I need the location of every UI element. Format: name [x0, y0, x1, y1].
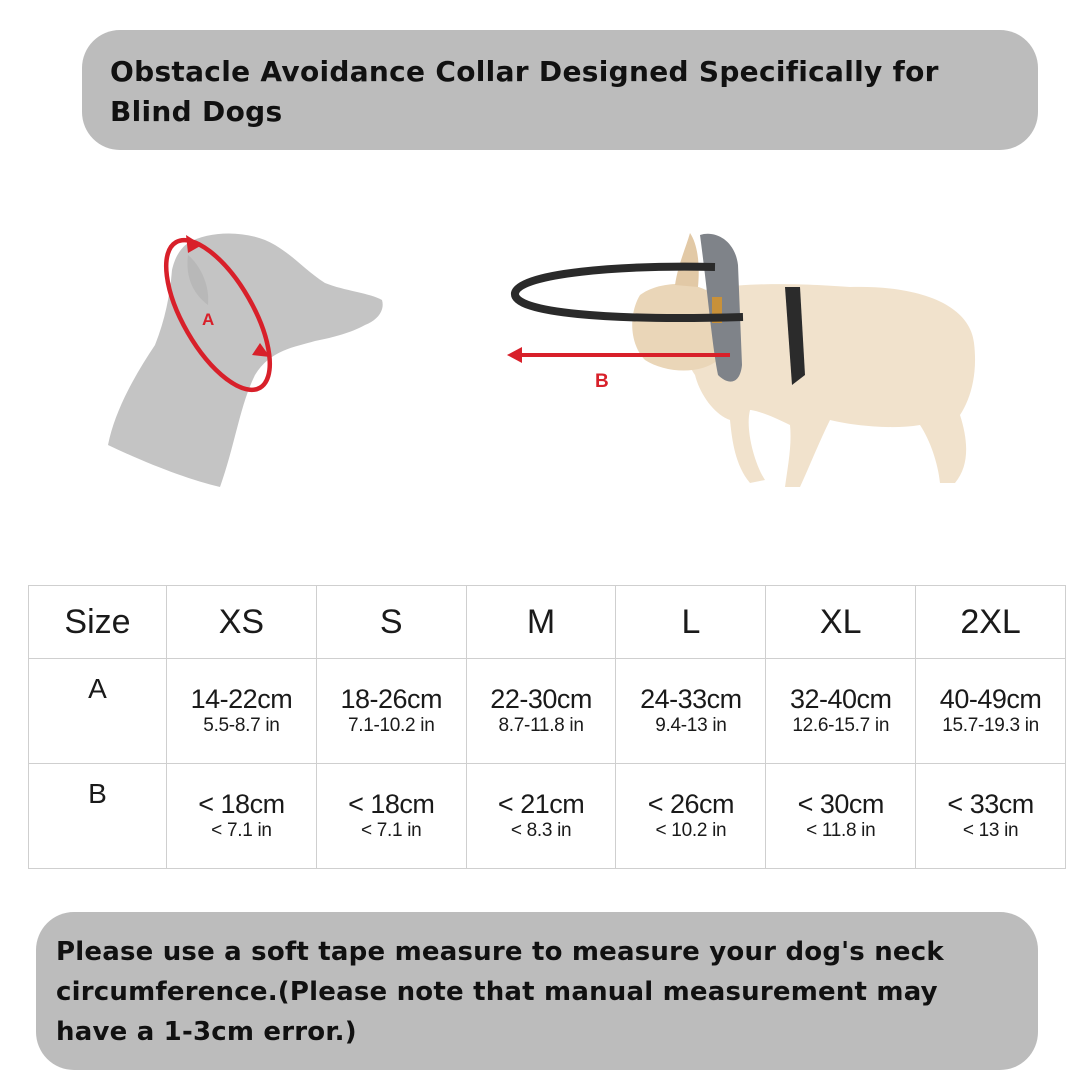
row-label-a: A [29, 659, 167, 764]
cm-value: 24-33cm [640, 684, 742, 714]
table-row [29, 659, 1066, 764]
table-cell [466, 764, 616, 869]
cm-value: < 30cm [797, 789, 884, 819]
size-chart-table [28, 585, 1066, 869]
cm-value: < 18cm [348, 789, 435, 819]
table-cell [466, 659, 616, 764]
dog-head-diagram [100, 225, 400, 500]
size-2xl: 2XL [916, 586, 1066, 659]
label-a: A [202, 310, 215, 329]
inch-value: < 11.8 in [806, 820, 876, 841]
dog-with-collar-photo [500, 225, 990, 500]
table-cell [167, 764, 317, 869]
table-header-row [29, 586, 1066, 659]
table-cell [167, 659, 317, 764]
table-cell [616, 764, 766, 869]
row-label-b: B [29, 764, 167, 869]
size-xl: XL [766, 586, 916, 659]
cm-value: < 18cm [198, 789, 285, 819]
cm-value: 32-40cm [789, 684, 892, 714]
cm-value: < 26cm [647, 789, 735, 819]
dog-head-silhouette [108, 233, 383, 487]
size-m: M [466, 586, 616, 659]
cm-value: 18-26cm [340, 684, 443, 714]
table-cell [316, 764, 466, 869]
cm-value: 40-49cm [939, 684, 1042, 714]
table-cell [766, 764, 916, 869]
inch-value: < 7.1 in [361, 820, 422, 841]
table-cell [916, 659, 1066, 764]
table-row [29, 764, 1066, 869]
dog-ear [675, 233, 699, 287]
inch-value: 9.4-13 in [655, 715, 727, 736]
cm-value: 14-22cm [190, 684, 293, 714]
cm-value: 22-30cm [490, 684, 592, 714]
table-cell [916, 764, 1066, 869]
table-cell [766, 659, 916, 764]
inch-value: 7.1-10.2 in [347, 715, 435, 736]
inch-value: < 10.2 in [655, 820, 727, 841]
size-header-label: Size [29, 586, 167, 659]
note-banner [36, 912, 1038, 1070]
arrow-head-icon [507, 347, 522, 363]
inch-value: 8.7-11.8 in [498, 715, 584, 736]
cm-value: < 33cm [947, 789, 1034, 819]
table-cell [316, 659, 466, 764]
title-banner [82, 30, 1038, 150]
inch-value: 5.5-8.7 in [203, 715, 280, 736]
size-s: S [316, 586, 466, 659]
inch-value: < 13 in [962, 820, 1019, 841]
cm-value: < 21cm [497, 789, 585, 819]
inch-value: < 8.3 in [510, 820, 572, 841]
label-b: B [595, 371, 609, 392]
inch-value: 15.7-19.3 in [942, 715, 1039, 736]
table-cell [616, 659, 766, 764]
page-title: Obstacle Avoidance Collar Designed Specifically for Blind Dogs [110, 55, 939, 128]
inch-value: 12.6-15.7 in [792, 715, 890, 736]
measurement-note: Please use a soft tape measure to measure your dog's neck circumference.(Please note that manual measurement may have a 1-3cm error.) [56, 937, 944, 1047]
inch-value: < 7.1 in [211, 820, 272, 841]
size-xs: XS [167, 586, 317, 659]
size-l: L [616, 586, 766, 659]
